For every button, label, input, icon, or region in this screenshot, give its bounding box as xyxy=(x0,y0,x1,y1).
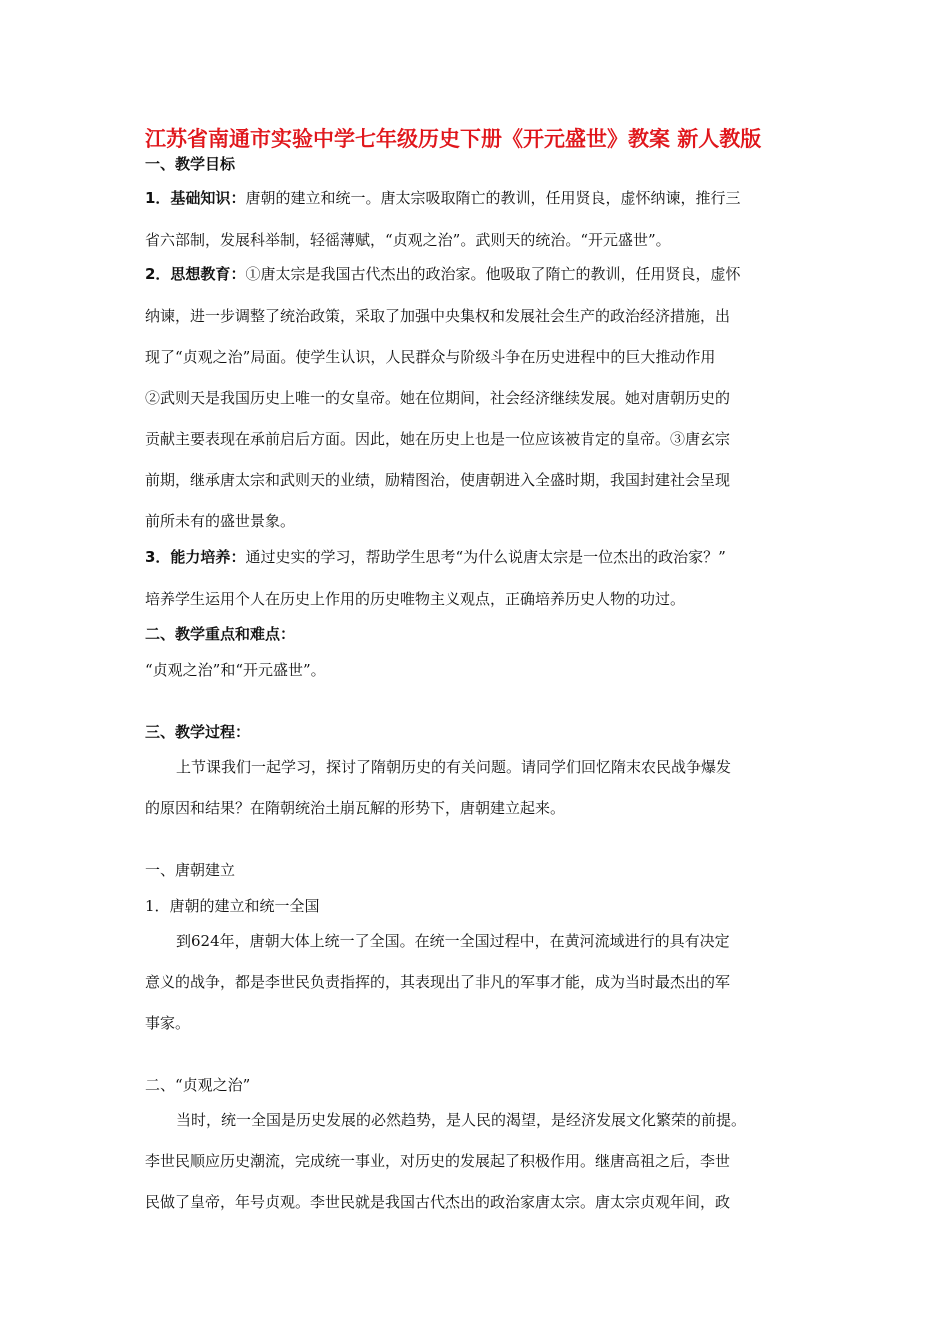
paragraph-text: 唐朝的建立和统一。唐太宗吸取隋亡的教训，任用贤良，虚怀纳谏，推行三 xyxy=(245,189,741,207)
paragraph-line: 纳谏，进一步调整了统治政策，采取了加强中央集权和发展社会生产的政治经济措施，出 xyxy=(145,307,731,325)
item-lead-ideological-education: 2．思想教育： xyxy=(145,265,246,283)
item-lead-basic-knowledge: 1．基础知识： xyxy=(145,189,246,207)
paragraph-text: 通过史实的学习，帮助学生思考“为什么说唐太宗是一位杰出的政治家？” xyxy=(245,548,726,566)
item-lead-ability-training: 3．能力培养： xyxy=(145,548,246,566)
paragraph-line: “贞观之治”和“开元盛世”。 xyxy=(145,661,326,679)
paragraph-line: 到624年，唐朝大体上统一了全国。在统一全国过程中，在黄河流域进行的具有决定 xyxy=(176,932,730,950)
paragraph-line: 李世民顺应历史潮流，完成统一事业，对历史的发展起了积极作用。继唐高祖之后，李世 xyxy=(145,1152,731,1170)
paragraph-line: 的原因和结果？在隋朝统治土崩瓦解的形势下，唐朝建立起来。 xyxy=(145,799,566,817)
paragraph-line xyxy=(145,188,810,208)
section-heading-process: 三、教学过程： xyxy=(145,723,251,741)
paragraph-line: 事家。 xyxy=(145,1014,191,1032)
paragraph-line: 前期，继承唐太宗和武则天的业绩，励精图治，使唐朝进入全盛时期，我国封建社会呈现 xyxy=(145,471,731,489)
paragraph-line: 当时，统一全国是历史发展的必然趋势，是人民的渴望，是经济发展文化繁荣的前提。 xyxy=(176,1111,747,1129)
paragraph-line: 意义的战争，都是李世民负责指挥的，其表现出了非凡的军事才能，成为当时最杰出的军 xyxy=(145,973,731,991)
section-heading-key-points: 二、教学重点和难点： xyxy=(145,625,296,643)
paragraph-line: ②武则天是我国历史上唯一的女皇帝。她在位期间，社会经济继续发展。她对唐朝历史的 xyxy=(145,389,731,407)
paragraph-line: 上节课我们一起学习，探讨了隋朝历史的有关问题。请同学们回忆隋末农民战争爆发 xyxy=(176,758,732,776)
paragraph-line: 现了“贞观之治”局面。使学生认识，人民群众与阶级斗争在历史进程中的巨大推动作用 xyxy=(145,348,716,366)
paragraph-line xyxy=(145,547,810,567)
subsection-subheading: 1．唐朝的建立和统一全国 xyxy=(145,897,320,915)
paragraph-line: 民做了皇帝，年号贞观。李世民就是我国古代杰出的政治家唐太宗。唐太宗贞观年间，政 xyxy=(145,1193,731,1211)
paragraph-line: 培养学生运用个人在历史上作用的历史唯物主义观点，正确培养历史人物的功过。 xyxy=(145,590,686,608)
paragraph-line: 省六部制，发展科举制，轻徭薄赋，“贞观之治”。武则天的统治。“开元盛世”。 xyxy=(145,231,671,249)
paragraph-text: ①唐太宗是我国古代杰出的政治家。他吸取了隋亡的教训，任用贤良，虚怀 xyxy=(245,265,741,283)
subsection-heading-zhenguan: 二、“贞观之治” xyxy=(145,1076,251,1094)
paragraph-line xyxy=(145,264,810,284)
document-title: 江苏省南通市实验中学七年级历史下册《开元盛世》教案 新人教版 xyxy=(145,127,762,151)
subsection-heading-tang-founding: 一、唐朝建立 xyxy=(145,861,236,879)
paragraph-line: 前所未有的盛世景象。 xyxy=(145,512,296,530)
paragraph-line: 贡献主要表现在承前启后方面。因此，她在历史上也是一位应该被肯定的皇帝。③唐玄宗 xyxy=(145,430,731,448)
section-heading-objectives: 一、教学目标 xyxy=(145,155,236,173)
